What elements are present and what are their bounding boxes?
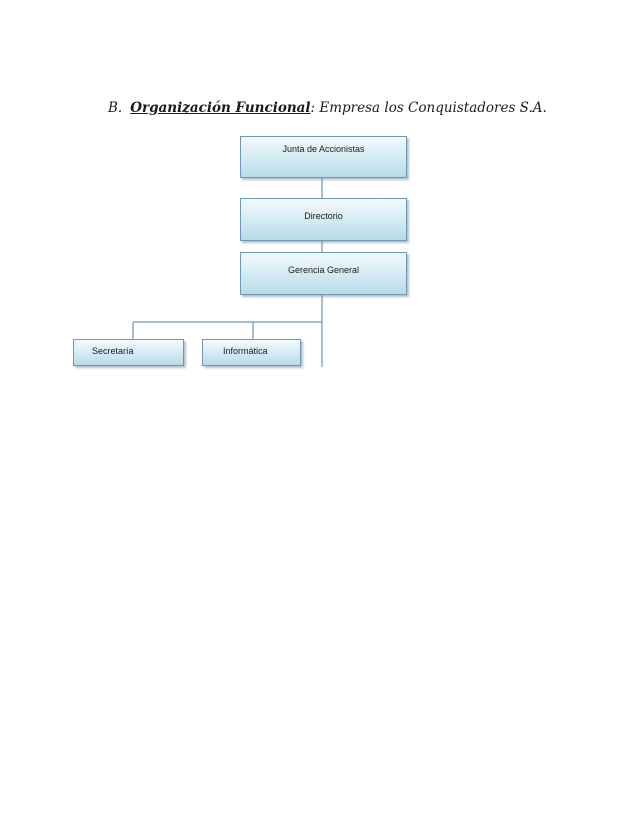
node-label: Secretaría — [92, 346, 134, 356]
heading-letter: B. — [108, 100, 123, 116]
node-directorio — [240, 198, 407, 241]
node-label: Informática — [223, 346, 268, 356]
heading-emphasis: Organización Funcional — [130, 100, 311, 116]
heading-rest: : Empresa los Conquistadores S.A. — [310, 100, 547, 116]
node-label: Gerencia General — [287, 265, 360, 275]
node-label: Directorio — [304, 211, 343, 221]
node-secretaria — [73, 339, 184, 366]
node-label: Junta de Accionistas — [282, 144, 365, 154]
node-gerencia-general — [240, 252, 407, 295]
node-informatica — [202, 339, 301, 366]
node-junta-de-accionistas — [240, 136, 407, 178]
